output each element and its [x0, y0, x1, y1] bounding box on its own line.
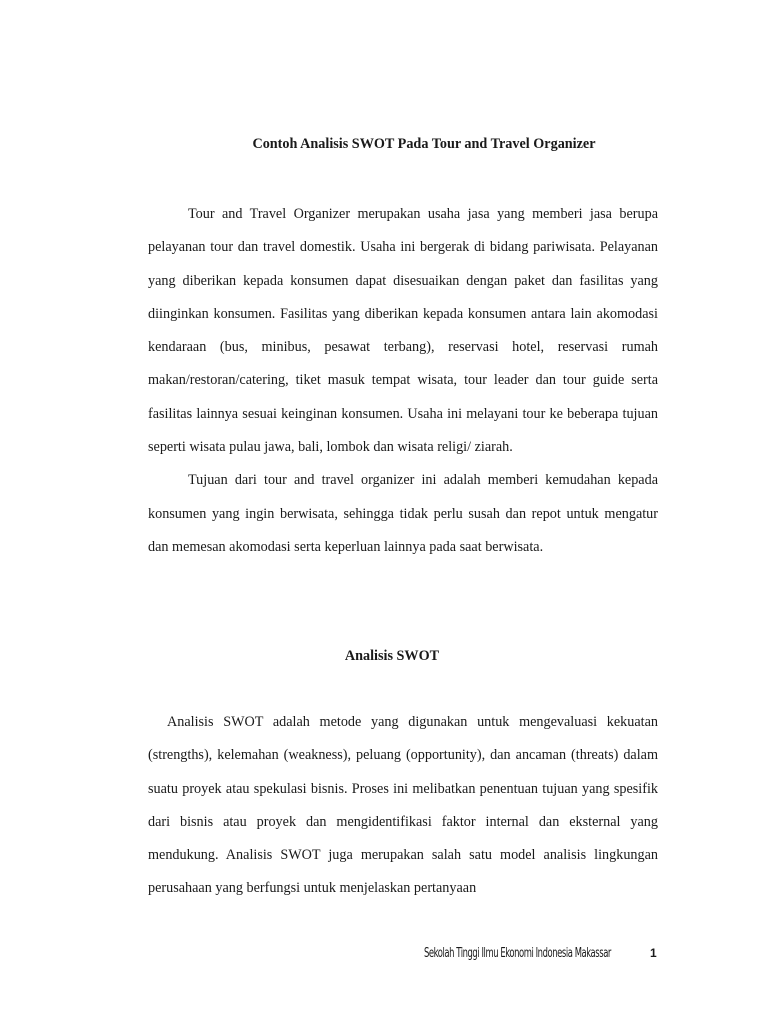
- intro-section: [148, 198, 658, 564]
- intro-paragraph-2: Tujuan dari tour and travel organizer ini adalah memberi kemudahan kepada konsumen yang ingin berwisata, sehingga tidak perlu susah dan repot untuk mengatur dan memesan akomodasi serta keperluan lainnya pada saat berwisata.: [148, 472, 658, 555]
- page-number: 1: [650, 946, 657, 960]
- swot-paragraph: Analisis SWOT adalah metode yang digunakan untuk mengevaluasi kekuatan (strengths), kelemahan (weakness), peluang (opportunity), dan ancaman (threats) dalam suatu proyek atau spekulasi bisnis. Proses ini melibatkan penentuan tujuan yang spesifik dari bisnis atau proyek dan mengidentifikasi faktor internal dan eksternal yang mendukung. Analisis SWOT juga merupakan salah satu model analisis lingkungan perusahaan yang berfungsi untuk menjelaskan pertanyaan: [148, 714, 658, 897]
- document-title: Contoh Analisis SWOT Pada Tour and Travel Organizer: [252, 136, 596, 152]
- swot-section: [148, 706, 658, 906]
- section-heading: Analisis SWOT: [344, 648, 440, 664]
- intro-paragraph-1: Tour and Travel Organizer merupakan usaha jasa yang memberi jasa berupa pelayanan tour dan travel domestik. Usaha ini bergerak di bidang pariwisata. Pelayanan yang diberikan kepada konsumen dapat disesuaikan dengan paket dan fasilitas yang diinginkan konsumen. Fasilitas yang diberikan kepada konsumen antara lain akomodasi kendaraan (bus, minibus, pesawat terbang), reservasi hotel, reservasi rumah makan/restoran/catering, tiket masuk tempat wisata, tour leader dan tour guide serta fasilitas lainnya sesuai keinginan konsumen. Usaha ini melayani tour ke beberapa tujuan seperti wisata pulau jawa, bali, lombok dan wisata religi/ ziarah.: [148, 206, 658, 456]
- page-footer: Sekolah Tinggi Ilmu Ekonomi Indonesia Makassar: [424, 946, 611, 961]
